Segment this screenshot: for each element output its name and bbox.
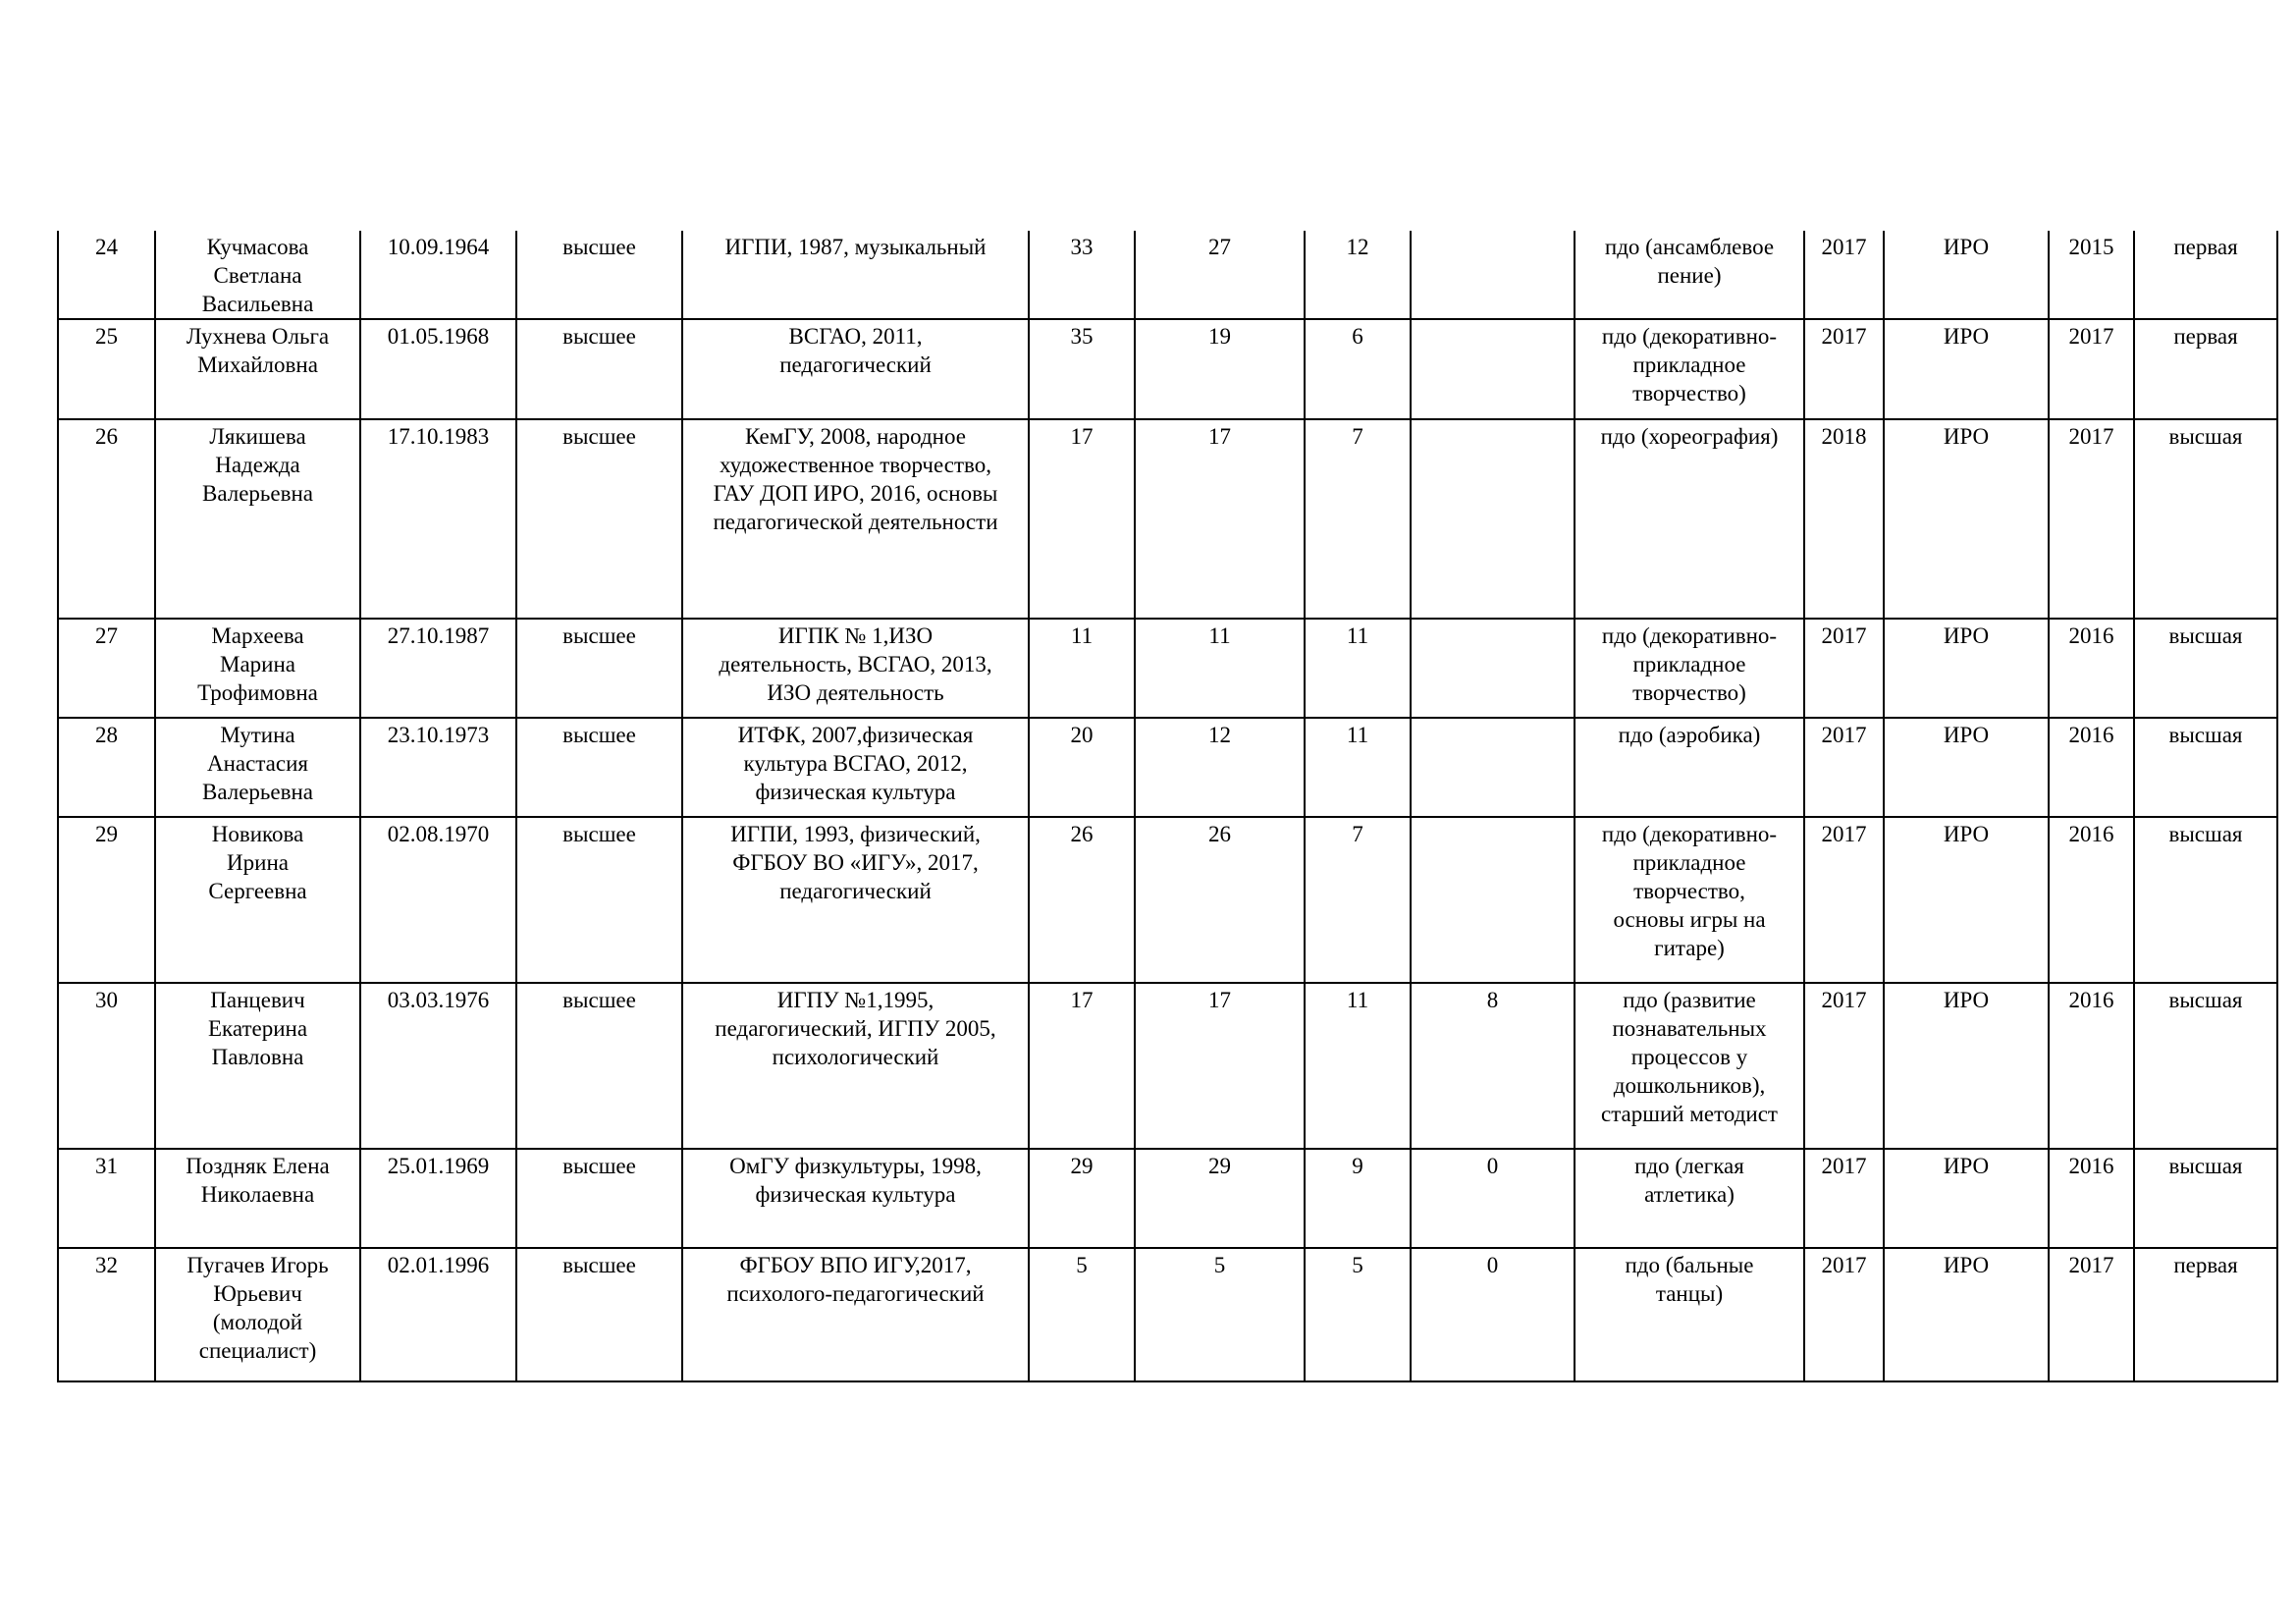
cell-number: 25 (58, 319, 155, 419)
cell-course-place: ИРО (1884, 718, 2049, 817)
cell-number: 28 (58, 718, 155, 817)
cell-name: Лухнева Ольга Михайловна (155, 319, 360, 419)
cell-org-experience: 12 (1305, 231, 1411, 319)
cell-category-year: 2016 (2049, 718, 2134, 817)
cell-education: высшее (516, 817, 682, 983)
cell-name: Мутина Анастасия Валерьевна (155, 718, 360, 817)
cell-birth-date: 02.08.1970 (360, 817, 516, 983)
cell-ped-experience: 26 (1135, 817, 1305, 983)
cell-ped-experience: 11 (1135, 619, 1305, 718)
cell-name: Пугачев Игорь Юрьевич (молодой специалист) (155, 1248, 360, 1381)
cell-other-experience: 0 (1411, 1248, 1575, 1381)
cell-category: высшая (2134, 419, 2277, 619)
cell-other-experience (1411, 817, 1575, 983)
cell-institution: ИГПИ, 1987, музыкальный (682, 231, 1029, 319)
cell-course-year: 2017 (1804, 1248, 1884, 1381)
cell-course-year: 2017 (1804, 817, 1884, 983)
cell-education: высшее (516, 231, 682, 319)
cell-category-year: 2016 (2049, 817, 2134, 983)
cell-course-place: ИРО (1884, 419, 2049, 619)
cell-category: первая (2134, 1248, 2277, 1381)
staff-table (57, 231, 2278, 1382)
table-row (58, 231, 2277, 319)
cell-total-experience: 26 (1029, 817, 1135, 983)
cell-total-experience: 33 (1029, 231, 1135, 319)
cell-birth-date: 17.10.1983 (360, 419, 516, 619)
cell-position: пдо (декоративно- прикладное творчество) (1575, 619, 1804, 718)
table-row (58, 319, 2277, 419)
cell-org-experience: 11 (1305, 619, 1411, 718)
cell-org-experience: 7 (1305, 419, 1411, 619)
cell-institution: ИТФК, 2007,физическая культура ВСГАО, 2012, физическая культура (682, 718, 1029, 817)
cell-number: 31 (58, 1149, 155, 1248)
cell-category: высшая (2134, 718, 2277, 817)
cell-total-experience: 5 (1029, 1248, 1135, 1381)
cell-course-year: 2017 (1804, 319, 1884, 419)
cell-institution: ИГПИ, 1993, физический, ФГБОУ ВО «ИГУ», 2017, педагогический (682, 817, 1029, 983)
cell-total-experience: 29 (1029, 1149, 1135, 1248)
cell-education: высшее (516, 983, 682, 1149)
cell-birth-date: 10.09.1964 (360, 231, 516, 319)
cell-education: высшее (516, 718, 682, 817)
cell-institution: ИГПК № 1,ИЗО деятельность, ВСГАО, 2013, ИЗО деятельность (682, 619, 1029, 718)
cell-name: Поздняк Елена Николаевна (155, 1149, 360, 1248)
cell-number: 30 (58, 983, 155, 1149)
table-row (58, 419, 2277, 619)
cell-course-place: ИРО (1884, 1248, 2049, 1381)
cell-course-year: 2018 (1804, 419, 1884, 619)
cell-category: высшая (2134, 619, 2277, 718)
table-row (58, 983, 2277, 1149)
cell-course-year: 2017 (1804, 1149, 1884, 1248)
cell-category: первая (2134, 231, 2277, 319)
table-row (58, 1248, 2277, 1381)
cell-category-year: 2016 (2049, 1149, 2134, 1248)
cell-birth-date: 25.01.1969 (360, 1149, 516, 1248)
table-row (58, 1149, 2277, 1248)
cell-name: Лякишева Надежда Валерьевна (155, 419, 360, 619)
cell-institution: ОмГУ физкультуры, 1998, физическая культура (682, 1149, 1029, 1248)
cell-category: высшая (2134, 817, 2277, 983)
cell-education: высшее (516, 319, 682, 419)
cell-category-year: 2017 (2049, 419, 2134, 619)
cell-position: пдо (аэробика) (1575, 718, 1804, 817)
cell-education: высшее (516, 1248, 682, 1381)
cell-org-experience: 6 (1305, 319, 1411, 419)
cell-org-experience: 11 (1305, 718, 1411, 817)
cell-institution: ВСГАО, 2011, педагогический (682, 319, 1029, 419)
cell-course-place: ИРО (1884, 817, 2049, 983)
cell-other-experience (1411, 231, 1575, 319)
cell-category-year: 2017 (2049, 319, 2134, 419)
cell-ped-experience: 17 (1135, 983, 1305, 1149)
cell-name: Новикова Ирина Сергеевна (155, 817, 360, 983)
cell-course-year: 2017 (1804, 231, 1884, 319)
cell-birth-date: 02.01.1996 (360, 1248, 516, 1381)
cell-other-experience (1411, 419, 1575, 619)
cell-number: 32 (58, 1248, 155, 1381)
cell-ped-experience: 5 (1135, 1248, 1305, 1381)
cell-other-experience (1411, 319, 1575, 419)
cell-name: Мархеева Марина Трофимовна (155, 619, 360, 718)
cell-birth-date: 23.10.1973 (360, 718, 516, 817)
cell-category-year: 2016 (2049, 619, 2134, 718)
cell-other-experience (1411, 619, 1575, 718)
cell-total-experience: 11 (1029, 619, 1135, 718)
cell-birth-date: 01.05.1968 (360, 319, 516, 419)
cell-org-experience: 9 (1305, 1149, 1411, 1248)
cell-position: пдо (легкая атлетика) (1575, 1149, 1804, 1248)
cell-other-experience (1411, 718, 1575, 817)
cell-total-experience: 20 (1029, 718, 1135, 817)
cell-number: 29 (58, 817, 155, 983)
cell-birth-date: 03.03.1976 (360, 983, 516, 1149)
cell-position: пдо (ансамблевое пение) (1575, 231, 1804, 319)
cell-ped-experience: 19 (1135, 319, 1305, 419)
table-row (58, 619, 2277, 718)
table-row (58, 718, 2277, 817)
cell-course-year: 2017 (1804, 718, 1884, 817)
cell-ped-experience: 29 (1135, 1149, 1305, 1248)
cell-category-year: 2015 (2049, 231, 2134, 319)
cell-org-experience: 5 (1305, 1248, 1411, 1381)
cell-position: пдо (бальные танцы) (1575, 1248, 1804, 1381)
cell-birth-date: 27.10.1987 (360, 619, 516, 718)
cell-education: высшее (516, 619, 682, 718)
cell-category-year: 2017 (2049, 1248, 2134, 1381)
cell-category-year: 2016 (2049, 983, 2134, 1149)
cell-org-experience: 7 (1305, 817, 1411, 983)
cell-position: пдо (хореография) (1575, 419, 1804, 619)
cell-category: высшая (2134, 983, 2277, 1149)
cell-other-experience: 0 (1411, 1149, 1575, 1248)
cell-course-place: ИРО (1884, 319, 2049, 419)
cell-ped-experience: 17 (1135, 419, 1305, 619)
cell-course-year: 2017 (1804, 619, 1884, 718)
cell-name: Панцевич Екатерина Павловна (155, 983, 360, 1149)
cell-course-place: ИРО (1884, 1149, 2049, 1248)
cell-institution: ИГПУ №1,1995, педагогический, ИГПУ 2005, психологический (682, 983, 1029, 1149)
cell-category: первая (2134, 319, 2277, 419)
cell-org-experience: 11 (1305, 983, 1411, 1149)
cell-name: Кучмасова Светлана Васильевна (155, 231, 360, 319)
cell-total-experience: 17 (1029, 419, 1135, 619)
cell-total-experience: 17 (1029, 983, 1135, 1149)
cell-institution: ФГБОУ ВПО ИГУ,2017, психолого-педагогический (682, 1248, 1029, 1381)
cell-number: 27 (58, 619, 155, 718)
cell-position: пдо (декоративно- прикладное творчество) (1575, 319, 1804, 419)
cell-institution: КемГУ, 2008, народное художественное творчество, ГАУ ДОП ИРО, 2016, основы педагогической деятельности (682, 419, 1029, 619)
cell-number: 26 (58, 419, 155, 619)
cell-education: высшее (516, 1149, 682, 1248)
table-row (58, 817, 2277, 983)
cell-ped-experience: 12 (1135, 718, 1305, 817)
cell-total-experience: 35 (1029, 319, 1135, 419)
cell-other-experience: 8 (1411, 983, 1575, 1149)
cell-position: пдо (развитие познавательных процессов у дошкольников), старший методист (1575, 983, 1804, 1149)
cell-position: пдо (декоративно- прикладное творчество, основы игры на гитаре) (1575, 817, 1804, 983)
cell-course-place: ИРО (1884, 619, 2049, 718)
cell-education: высшее (516, 419, 682, 619)
cell-course-year: 2017 (1804, 983, 1884, 1149)
cell-course-place: ИРО (1884, 231, 2049, 319)
cell-number: 24 (58, 231, 155, 319)
cell-ped-experience: 27 (1135, 231, 1305, 319)
cell-course-place: ИРО (1884, 983, 2049, 1149)
cell-category: высшая (2134, 1149, 2277, 1248)
